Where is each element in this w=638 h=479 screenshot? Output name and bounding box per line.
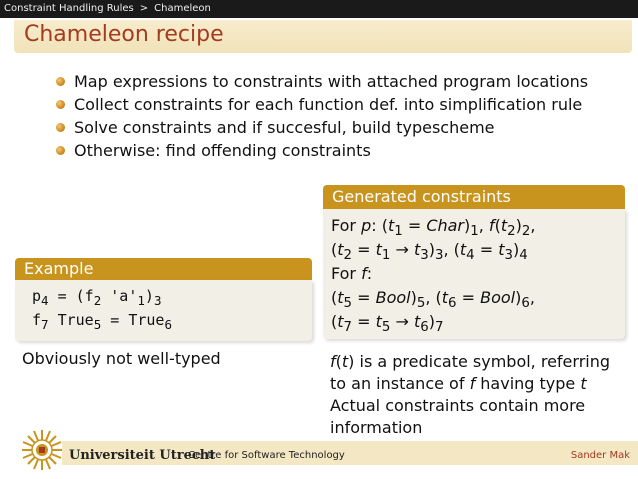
list-item: Solve constraints and if succesful, build typescheme [56,116,588,139]
example-note: Obviously not well-typed [22,349,221,368]
constraint-line-5: $(t_7 = t_5 \to t_6)_7$ [331,312,444,336]
university-seal-icon [20,428,64,472]
constraint-line-2: $(t_2 = t_1 \to t_3)_3$, $(t_4 = t_3)_4$ [331,240,528,264]
page-title: Chameleon recipe [24,22,224,47]
example-block [15,280,312,341]
generated-constraints-block [323,209,625,339]
breadcrumb-subsection[interactable]: Chameleon [154,3,211,14]
constraint-line-4: ($t_5$ = $Bool)_5$, ($t_6$ = $Bool)_6$, [331,288,535,312]
constraint-line-3: For f: [331,264,373,283]
breadcrumb-separator: > [139,3,149,14]
bullet-list [56,70,588,162]
title-bar [14,20,632,53]
university-name: Universiteit Utrecht [69,448,216,463]
list-item: Otherwise: find offending constraints [56,139,588,162]
constraint-line-1: For p: ($t_1$ = $Char)_1$, $f(t_2)_2$, [331,216,536,240]
bullet-icon [56,100,65,109]
author-name: Sander Mak [570,450,630,461]
list-item: Collect constraints for each function def. into simplification rule [56,93,588,116]
breadcrumb-section[interactable]: Constraint Handling Rules [4,3,134,14]
list-item: Map expressions to constraints with attached program locations [56,70,588,93]
example-line-2: $f_7$ True$_5$ = True$_6$ [32,311,172,332]
bullet-icon [56,123,65,132]
department-name: Centre for Software Technology [188,450,345,461]
bullet-icon [56,146,65,155]
predicate-note: f(t) is a predicate symbol, referring to an instance of f having type t Actual constraints contain more information [330,352,611,437]
example-heading: Example [15,258,312,280]
bullet-icon [56,77,65,86]
example-line-1: $p_4 = (f_2$ '$a'_1)_3$ [32,287,162,308]
breadcrumb [0,0,638,18]
generated-constraints-heading: Generated constraints [323,185,625,209]
